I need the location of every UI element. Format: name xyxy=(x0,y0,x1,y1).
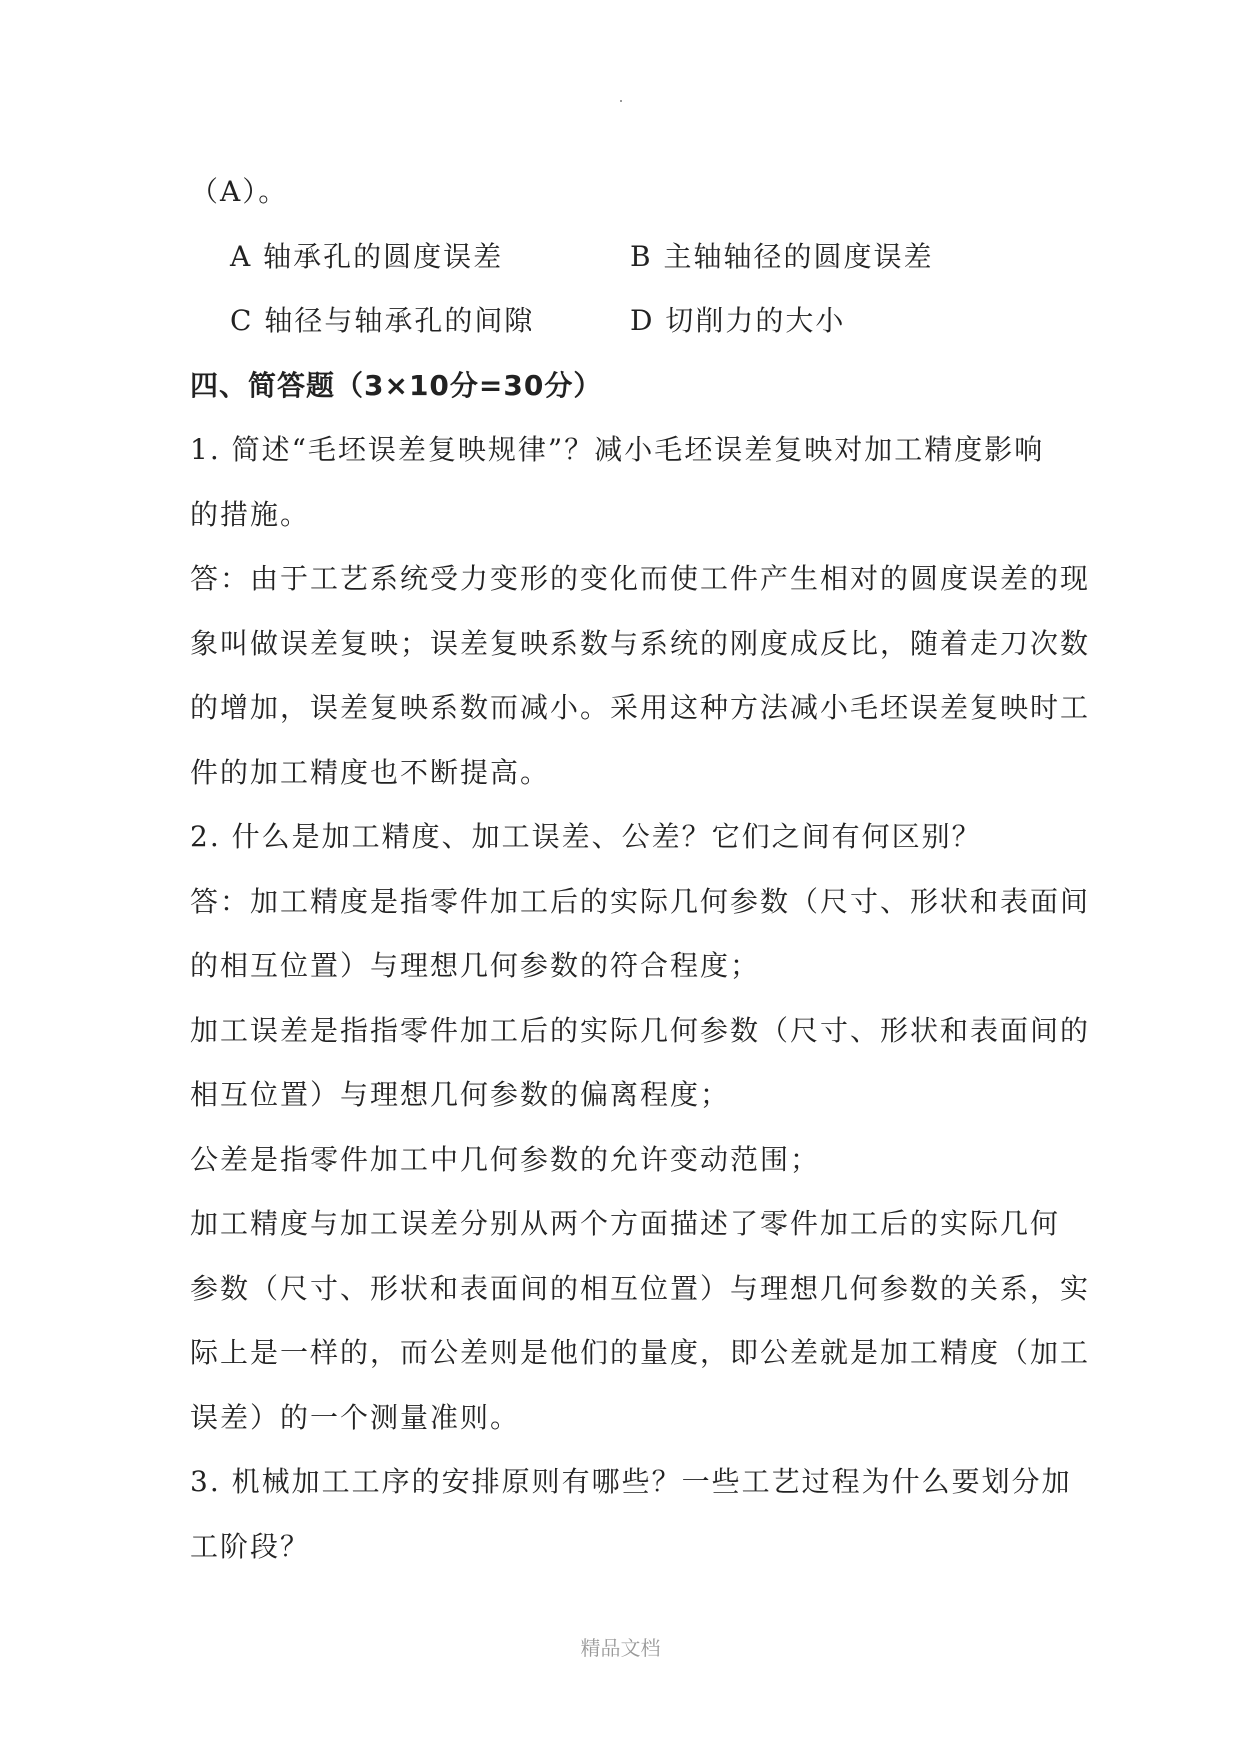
question-1-line-1: 1. 简述“毛坯误差复映规律”？减小毛坯误差复映对加工精度影响 xyxy=(190,433,1045,466)
answer-1-line-2: 象叫做误差复映；误差复映系数与系统的刚度成反比，随着走刀次数 xyxy=(190,626,1091,660)
answer-2-line-6: 加工精度与加工误差分别从两个方面描述了零件加工后的实际几何 xyxy=(190,1207,1061,1240)
answer-2-line-3: 加工误差是指指零件加工后的实际几何参数（尺寸、形状和表面间的 xyxy=(190,1013,1091,1047)
answer-2-line-9: 误差）的一个测量准则。 xyxy=(190,1400,521,1434)
answer-2-line-1: 答：加工精度是指零件加工后的实际几何参数（尺寸、形状和表面间 xyxy=(190,884,1091,918)
page-footer: 精品文档 xyxy=(580,1636,661,1660)
answer-2-line-7: 参数（尺寸、形状和表面间的相互位置）与理想几何参数的关系，实 xyxy=(190,1271,1091,1305)
options-row-ab xyxy=(190,225,1070,290)
question-2: 2. 什么是加工精度、加工误差、公差？它们之间有何区别？ xyxy=(190,820,982,853)
answer-1-line-1: 答：由于工艺系统受力变形的变化而使工件产生相对的圆度误差的现 xyxy=(190,562,1091,595)
question-1-line-2: 的措施。 xyxy=(190,497,311,531)
options-row-cd xyxy=(190,289,1070,354)
section-heading: 四、简答题（3×10分=30分） xyxy=(190,368,603,402)
question-3-line-2: 工阶段？ xyxy=(190,1529,311,1563)
answer-1-line-4: 件的加工精度也不断提高。 xyxy=(190,755,551,789)
top-marker xyxy=(620,100,622,102)
option-b: B 主轴轴径的圆度误差 xyxy=(630,239,934,273)
answer-1-line-3: 的增加，误差复映系数而减小。采用这种方法减小毛坯误差复映时工 xyxy=(190,691,1091,724)
answer-2-line-5: 公差是指零件加工中几何参数的允许变动范围； xyxy=(190,1142,821,1176)
answer-2-line-8: 际上是一样的，而公差则是他们的量度，即公差就是加工精度（加工 xyxy=(190,1336,1091,1369)
previous-answer-line: （A）。 xyxy=(190,175,289,208)
answer-2-line-2: 的相互位置）与理想几何参数的符合程度； xyxy=(190,949,761,982)
option-c: C 轴径与轴承孔的间隙 xyxy=(230,304,535,337)
option-d: D 切削力的大小 xyxy=(630,304,846,337)
option-a: A 轴承孔的圆度误差 xyxy=(230,239,504,273)
document-body xyxy=(190,160,1091,1579)
answer-2-line-4: 相互位置）与理想几何参数的偏离程度； xyxy=(190,1078,731,1111)
question-3-line-1: 3. 机械加工工序的安排原则有哪些？一些工艺过程为什么要划分加 xyxy=(190,1465,1072,1498)
